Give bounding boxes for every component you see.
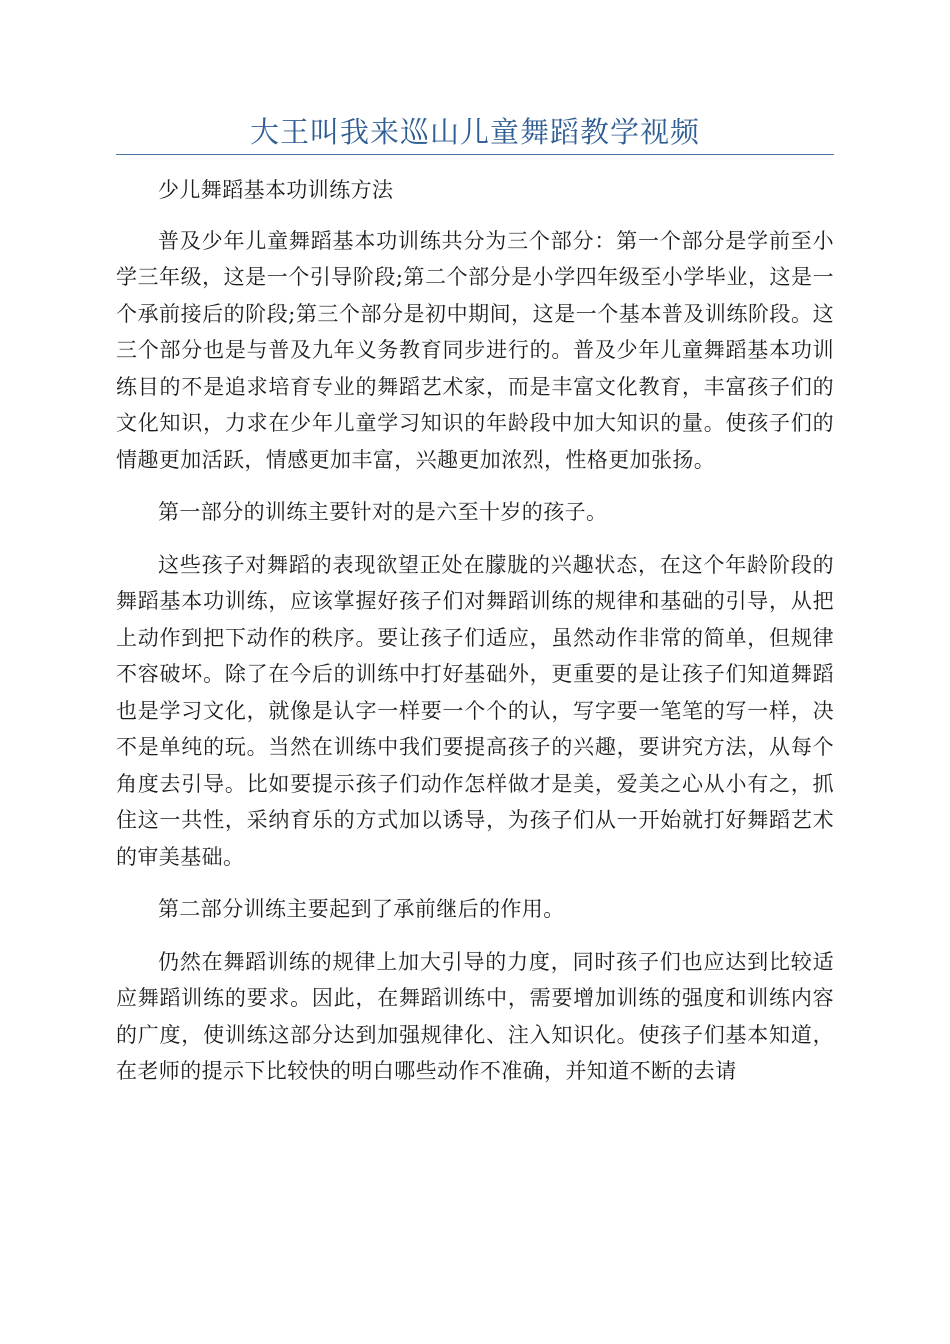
paragraph-part-two: 仍然在舞蹈训练的规律上加大引导的力度，同时孩子们也应达到比较适应舞蹈训练的要求。因此，在舞蹈训练中，需要增加训练的强度和训练内容的广度，使训练这部分达到加强规律化、注入知识化。使孩子们基本知道，在老师的提示下比较快的明白哪些动作不准确，并知道不断的去请 <box>116 949 834 1083</box>
document-body <box>116 172 834 1106</box>
paragraph-part-one: 这些孩子对舞蹈的表现欲望正处在朦胧的兴趣状态，在这个年龄阶段的舞蹈基本功训练，应该掌握好孩子们对舞蹈训练的规律和基础的引导，从把上动作到把下动作的秩序。要让孩子们适应，虽然动作非常的简单，但规律不容破坏。除了在今后的训练中打好基础外，更重要的是让孩子们知道舞蹈也是学习文化，就像是认字一样要一个个的认，写字要一笔笔的写一样，决不是单纯的玩。当然在训练中我们要提高孩子的兴趣，要讲究方法，从每个角度去引导。比如要提示孩子们动作怎样做才是美，爱美之心从小有之，抓住这一共性，采纳育乐的方式加以诱导，为孩子们从一开始就打好舞蹈艺术的审美基础。 <box>116 552 834 869</box>
paragraph-intro: 普及少年儿童舞蹈基本功训练共分为三个部分：第一个部分是学前至小学三年级，这是一个引导阶段;第二个部分是小学四年级至小学毕业，这是一个承前接后的阶段;第三个部分是初中期间，这是一个基本普及训练阶段。这三个部分也是与普及九年义务教育同步进行的。普及少年儿童舞蹈基本功训练目的不是追求培育专业的舞蹈艺术家，而是丰富文化教育，丰富孩子们的文化知识，力求在少年儿童学习知识的年龄段中加大知识的量。使孩子们的情趣更加活跃，情感更加丰富，兴趣更加浓烈，性格更加张扬。 <box>116 228 834 472</box>
document-title: 大王叫我来巡山儿童舞蹈教学视频 <box>249 115 700 149</box>
title-underline <box>116 154 834 155</box>
paragraph-part-one-heading: 第一部分的训练主要针对的是六至十岁的孩子。 <box>158 500 608 524</box>
paragraph-part-two-heading: 第二部分训练主要起到了承前继后的作用。 <box>158 897 565 921</box>
section-heading: 少儿舞蹈基本功训练方法 <box>158 178 394 202</box>
